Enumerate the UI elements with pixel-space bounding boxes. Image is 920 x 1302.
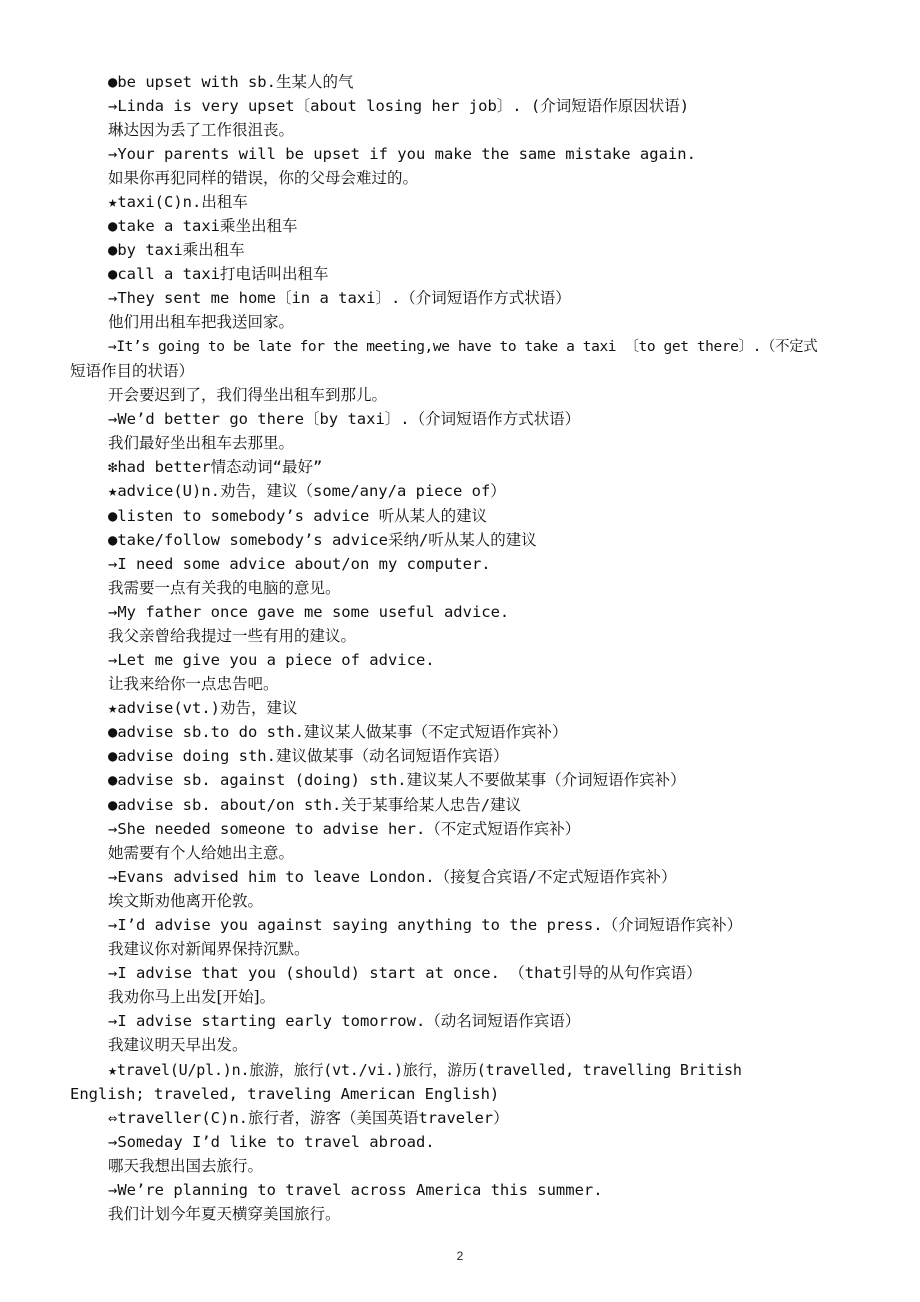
text-line: →Someday I’d like to travel abroad. [108,1133,435,1151]
text-line: 琳达因为丢了工作很沮丧。 [108,121,295,139]
text-line: ●take a taxi乘坐出租车 [108,217,298,235]
text-line: 我劝你马上出发[开始]。 [108,988,276,1006]
text-line: ⇔traveller(C)n.旅行者，游客（美国英语traveler） [108,1109,509,1127]
text-line: English; traveled, traveling American English) [70,1085,500,1103]
text-line: ●listen to somebody’s advice 听从某人的建议 [108,507,488,525]
text-line: ●call a taxi打电话叫出租车 [108,265,329,283]
text-line: ●advise sb. against (doing) sth.建议某人不要做某事（介词短语作宾补） [108,771,686,789]
text-line: →She needed someone to advise her.（不定式短语作宾补） [108,820,581,838]
text-line: →Your parents will be upset if you make the same mistake again. [108,145,696,163]
text-line: →I advise that you (should) start at once. （that引导的从句作宾语） [108,964,702,982]
text-line: 短语作目的状语） [70,362,195,380]
text-line: ★travel(U/pl.)n.旅游，旅行(vt./vi.)旅行，游历(travelled, travelling British [108,1061,742,1079]
text-line: ●take/follow somebody’s advice采纳/听从某人的建议 [108,531,537,549]
text-line: →Evans advised him to leave London.（接复合宾语/不定式短语作宾补） [108,868,677,886]
text-line: →I’d advise you against saying anything to the press.（介词短语作宾补） [108,916,743,934]
text-line: →I need some advice about/on my computer. [108,555,491,573]
text-line: →I advise starting early tomorrow.（动名词短语作宾语） [108,1012,581,1030]
text-line: 我父亲曾给我提过一些有用的建议。 [108,627,357,645]
text-line: ●by taxi乘出租车 [108,241,245,259]
text-line: 如果你再犯同样的错误，你的父母会难过的。 [108,169,419,187]
text-line: 我们最好坐出租车去那里。 [108,434,295,452]
text-line: ●be upset with sb.生某人的气 [108,73,354,91]
text-line: ★taxi(C)n.出租车 [108,193,248,211]
text-line: 我需要一点有关我的电脑的意见。 [108,579,341,597]
text-line: ❇had better情态动词“最好” [108,458,323,476]
text-line: 他们用出租车把我送回家。 [108,313,295,331]
text-line: ●advise sb. about/on sth.关于某事给某人忠告/建议 [108,796,522,814]
text-line: →Linda is very upset〔about losing her job〕. (介词短语作原因状语) [108,97,690,115]
text-line: 我建议你对新闻界保持沉默。 [108,940,310,958]
text-line: 开会要迟到了，我们得坐出租车到那儿。 [108,386,388,404]
text-line: ★advise(vt.)劝告，建议 [108,699,298,717]
text-line: →We’d better go there〔by taxi〕.（介词短语作方式状语） [108,410,581,428]
text-line: →Let me give you a piece of advice. [108,651,435,669]
text-line: ★advice(U)n.劝告，建议（some/any/a piece of） [108,482,506,500]
text-line: ●advise doing sth.建议做某事（动名词短语作宾语） [108,747,509,765]
text-line: 我建议明天早出发。 [108,1036,248,1054]
text-line: ●advise sb.to do sth.建议某人做某事（不定式短语作宾补） [108,723,568,741]
text-line: →My father once gave me some useful advice. [108,603,510,621]
text-line: 哪天我想出国去旅行。 [108,1157,264,1175]
text-line: 我们计划今年夏天横穿美国旅行。 [108,1205,341,1223]
text-line: →We’re planning to travel across America this summer. [108,1181,603,1199]
text-line: 埃文斯劝他离开伦敦。 [108,892,264,910]
page-number: 2 [456,1249,464,1263]
text-line: →They sent me home〔in a taxi〕.（介词短语作方式状语） [108,289,571,307]
text-line: 让我来给你一点忠告吧。 [108,675,279,693]
text-line: 她需要有个人给她出主意。 [108,844,295,862]
text-line: →It’s going to be late for the meeting,we have to take a taxi 〔to get there〕.（不定式 [108,339,818,355]
